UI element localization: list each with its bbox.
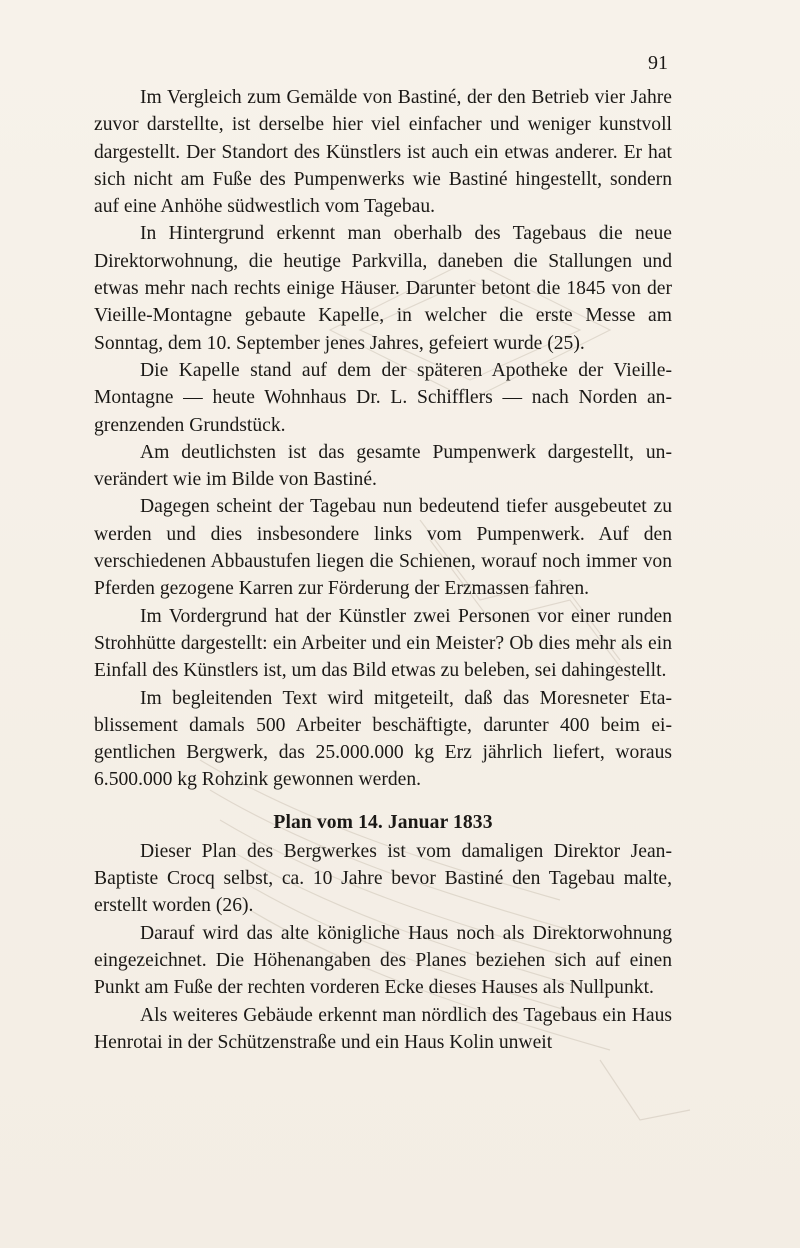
paragraph: Im begleitenden Text wird mitgeteilt, daß das Moresneter Etablissement damals 500 Arbeiter beschäftigte, darunter 400 beim eigentlichen Bergwerk, das 25.000.000 kg Erz jährlich liefert, woraus 6.500.000 kg Rohzink gewonnen werden. [94,687,672,791]
section-heading: Plan vom 14. Januar 1833 [273,811,493,833]
paragraph: Am deutlichsten ist das gesamte Pumpenwerk dargestellt, unverändert wie im Bilde von Bastiné. [94,441,672,491]
paragraph: Im Vergleich zum Gemälde von Bastiné, der den Betrieb vier Jahre zuvor darstellte, ist derselbe hier viel einfacher und weniger kunstvoll dargestellt. Der Standort des Künstlers ist auch ein etwas anderer. Er hat sich nicht am Fuße des Pumpenwerks wie Bastiné hingestellt, sondern auf eine Anhöhe südwestlich vom Tagebau. [94,87,672,218]
paragraph: Im Vordergrund hat der Künstler zwei Personen vor einer runden Strohhütte dargestellt: ein Arbeiter und ein Meister? Ob dies mehr als ein Einfall des Künstlers ist, um das Bild etwas zu beleben, sei dahingestellt. [94,605,672,682]
page-number: 91 [648,52,668,74]
paragraph: Als weiteres Gebäude erkennt man nördlich des Tagebaus ein Haus Henrotai in der Schützenstraße und ein Haus Kolin unweit [94,1004,672,1053]
paragraph: Darauf wird das alte königliche Haus noch als Direktorwohnung eingezeichnet. Die Höhenangaben des Planes beziehen sich auf einen Punkt am Fuße der rechten vorderen Ecke dieses Hauses als Nullpunkt. [94,922,672,999]
paragraph: Dagegen scheint der Tagebau nun bedeutend tiefer ausgebeutet zu werden und dies insbesondere links vom Pumpenwerk. Auf den verschiedenen Abbaustufen liegen die Schienen, worauf noch immer von Pferden gezogene Karren zur Förderung der Erzmassen fahren. [94,496,672,600]
paragraph: In Hintergrund erkennt man oberhalb des Tagebaus die neue Direktorwohnung, die heutige Parkvilla, daneben die Stallungen und etwas mehr nach rechts einige Häuser. Darunter betont die 1845 von der Vieille-Montagne gebaute Kapelle, in welcher die erste Messe am Sonntag, dem 10. September jenes Jahres, gefeiert wurde (25). [94,223,672,354]
paragraph: Dieser Plan des Bergwerkes ist vom damaligen Direktor Jean-Baptiste Crocq selbst, ca. 10 Jahre bevor Bastiné den Tagebau malte, erstellt worden (26). [94,840,672,917]
body-text [94,84,672,1056]
paragraph: Die Kapelle stand auf dem der späteren Apotheke der Vieille-Montagne — heute Wohnhaus Dr. L. Schifflers — nach Norden angrenzenden Grundstück. [94,359,672,436]
